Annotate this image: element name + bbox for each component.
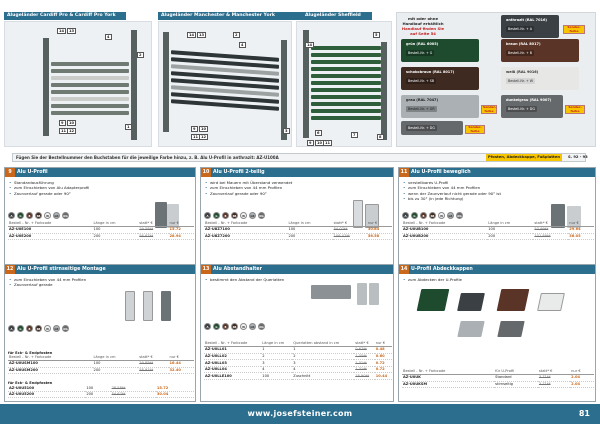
table-row: AZ-U0USM200 200 58.91** 32.40 — [8, 367, 194, 374]
callout-badge: 9 — [193, 127, 196, 131]
colour-dot: GR — [249, 212, 256, 219]
callout-badge: 11 — [193, 135, 199, 139]
section-number: 12 — [6, 267, 14, 272]
callout-badge: 14 — [307, 43, 313, 47]
product-image — [311, 285, 351, 299]
section-number: 14 — [400, 267, 408, 272]
callout-badge: 12 — [69, 129, 75, 133]
swatch-dunkelgrau-2: Bestell-Nr. + DG — [401, 121, 463, 135]
price-table: Bestell - Nr. + Farbcode Länge in cm statt* € nur € AZ-U0USM100 100 29.89** 16.44 AZ-U0USM200 200 58.91** 32.40 — [8, 355, 194, 374]
product-image — [143, 291, 153, 321]
feature-list: • zum Abdecken der U-Profile — [403, 277, 462, 282]
section-number: 10 — [202, 170, 210, 175]
colour-dot: G — [213, 323, 220, 330]
price-table: Bestell - Nr. + Farbcode Länge in cm Querlatten abstand in cm statt* € nur € AZ-U0LL01 1 1 0.67** 0.48 AZ-U0LL02 2 2 1.00** 0.60 AZ-U0LL03 3 3 1.31** 0.72 AZ-U0LL04 4 4 1.31** 0.72 AZ-U0LLE100 100 Zuschnitt 18.90** 10.44 — [204, 341, 392, 380]
callout-badge: 9 — [61, 121, 64, 125]
fence-post — [131, 30, 137, 140]
price-table: Bestell - Nr. + Farbcode für U-Profil statt* € nur € AZ-U0UK Standard 3.71** 2.04 AZ-U0UKSM stirnseitig 3.71** 2.04 — [402, 369, 594, 388]
price-table — [8, 385, 194, 398]
fence-post — [163, 32, 169, 132]
product-image — [497, 289, 530, 311]
colour-dot: GR — [53, 325, 60, 332]
colour-dot: SB — [231, 323, 238, 330]
colour-dot: B — [26, 212, 33, 219]
fence-post — [281, 40, 287, 140]
callout-badge: 10 — [69, 121, 75, 125]
posts-cap-footplates-box: Pfosten, Abdeckkappe, Fußplatten — [486, 154, 562, 161]
callout-badge: 10 — [317, 141, 323, 145]
colour-dot: B — [420, 212, 427, 219]
price-table: Bestell - Nr. + Farbcode Länge in cm statt* € nur € AZ-U0E100 100 29.58** 15.72 AZ-U0E200 200 56.67** 28.94 — [8, 221, 194, 240]
colour-dot: G — [17, 212, 24, 219]
feature-list: • Standardausführung • zum Einschieben von Alu Adapterprofil • Zaunverlauf gerade oder 90° — [9, 180, 89, 196]
colour-sidebar — [396, 12, 596, 147]
product-image — [417, 289, 450, 311]
section-title: Alu U-Profil 2-teilig — [201, 168, 393, 177]
colour-dots — [204, 212, 265, 219]
callout-badge: 2 — [235, 33, 238, 37]
colour-dot: A — [8, 325, 15, 332]
table-row: AZ-U0E100 100 29.58** 15.72 — [8, 226, 194, 233]
colour-dot: A — [204, 212, 211, 219]
callout-badge: 9 — [309, 141, 312, 145]
table-row: AZ-U0LL01 1 1 0.67** 0.48 — [204, 346, 392, 353]
table-row: AZ-U0U5100 100 28.58** 15.72 — [8, 385, 194, 391]
feature-list: • verstellbares U-Profil • zum Einschieben von 44 mm Profilen • wenn der Zaunverlauf nicht gerade oder 90° ist • bis zu 30° (in jede Richtung) — [403, 180, 501, 202]
section-alu-u-profil-beweglich — [398, 167, 596, 265]
product-image — [497, 321, 524, 337]
product-image — [537, 293, 565, 311]
section-alu-abstandhalter — [200, 264, 394, 402]
callout-badge: 14 — [59, 29, 65, 33]
colour-dot: DG — [456, 212, 463, 219]
callout-badge: 2 — [139, 53, 142, 57]
colour-dot: W — [240, 212, 247, 219]
colour-dots — [8, 212, 69, 219]
manchester-title: Alugeländer Manchester & Manchester York — [158, 12, 306, 20]
product-image — [125, 291, 135, 321]
colour-dots — [402, 212, 463, 219]
colour-dots — [8, 325, 69, 332]
group-label: für Eck- & Endpfosten — [8, 351, 53, 355]
colour-dot: SB — [35, 325, 42, 332]
section-title: Alu U-Profil — [5, 168, 195, 177]
price-table: Bestell - Nr. + Farbcode Länge in cm statt* € nur € AZ-U8Z7100 100 54.07** 30.84 AZ-U8Z7200 200 106.47** 56.58 — [204, 221, 392, 240]
table-row: AZ-U0LL03 3 3 1.31** 0.72 — [204, 360, 392, 367]
swatch-braun: braun (RAL 8017) Bestell-Nr. + B — [501, 39, 579, 62]
price-table: Bestell - Nr. + Farbcode Länge in cm statt* € nur € AZ-U0UB100 100 53.99** 29.64 AZ-U0UB200 200 101.89** 56.05 — [402, 221, 594, 240]
section-title: U-Profil Abdeckkappen — [399, 265, 595, 274]
swatch-weiss: weiß (RAL 9016) Bestell-Nr. + W — [501, 67, 579, 90]
colour-dot: A — [204, 323, 211, 330]
fence-slats — [171, 54, 279, 118]
page-number: 81 — [578, 409, 590, 418]
section-u-profil-abdeckkappen — [398, 264, 596, 402]
table-row: AZ-U8Z7200 200 106.47** 56.58 — [204, 233, 392, 240]
section-number: 13 — [202, 267, 210, 272]
table-row: AZ-U0UB200 200 101.89** 56.05 — [402, 233, 594, 240]
order-note: Fügen Sie der Bestellnummer den Buchstaben für die jeweilige Farbe hinzu, z. B. Alu U-Profil in anthrazit: AZ-U100A — [12, 153, 586, 162]
colour-dot: G — [411, 212, 418, 219]
colour-dot: B — [26, 325, 33, 332]
handrail-note: mit oder ohne Handlauf erhältlich Handlauf finden Sie auf Seite 54 — [401, 16, 445, 36]
swatch-dunkelgrau: dunkelgrau (RAL 9007) Bestell-Nr. + DG — [501, 95, 563, 118]
sheffield-title: Alugeländer Sheffield — [302, 12, 372, 20]
colour-dot: B — [222, 323, 229, 330]
callout-badge: 14 — [189, 33, 195, 37]
section-number: 11 — [400, 170, 408, 175]
swatch-gruen: grün (RAL 6005) Bestell-Nr. + G — [401, 39, 479, 62]
section-alu-u-profil-stirnseitig — [4, 264, 196, 402]
fence-post — [43, 38, 49, 136]
callout-badge: 5 — [375, 33, 378, 37]
callout-badge: 13 — [199, 33, 205, 37]
callout-badge: 13 — [69, 29, 75, 33]
callout-badge: 4 — [107, 35, 110, 39]
colour-dot: G — [17, 325, 24, 332]
table-row: AZ-U0UKSM stirnseitig 3.71** 2.04 — [402, 381, 594, 388]
section-number: 9 — [5, 168, 15, 177]
callout-badge: 3 — [285, 129, 288, 133]
table-row: AZ-U8Z7100 100 54.07** 30.84 — [204, 226, 392, 233]
cardiff-fence-image — [4, 21, 152, 147]
callout-badge: 12 — [201, 135, 207, 139]
website-footer[interactable]: www.josefsteiner.com — [0, 404, 600, 424]
special-colour-tag: Sonder-farbe — [565, 105, 585, 114]
callout-badge: 1 — [127, 125, 130, 129]
fence-slats — [51, 62, 129, 122]
colour-dot: SB — [231, 212, 238, 219]
colour-dot: DG — [258, 212, 265, 219]
callout-badge: 8 — [379, 135, 382, 139]
callout-badge: 11 — [325, 141, 331, 145]
table-row: AZ-U0USM100 100 29.89** 16.44 — [8, 360, 194, 367]
colour-dot: DG — [62, 212, 69, 219]
callout-badge: 10 — [201, 127, 207, 131]
colour-dot: A — [402, 212, 409, 219]
colour-dot: GR — [249, 323, 256, 330]
product-image — [369, 283, 379, 305]
manchester-fence-image — [158, 21, 292, 147]
special-colour-tag: Sonder-farbe — [465, 125, 485, 134]
special-colour-tag: Sonder-farbe — [563, 25, 585, 34]
section-title: Alu U-Profil beweglich — [399, 168, 595, 177]
fence-post — [381, 42, 387, 140]
table-row: AZ-U0E200 200 56.67** 28.94 — [8, 233, 194, 240]
section-title: Alu U-Profil stirnseitige Montage — [5, 265, 195, 274]
product-image — [161, 291, 171, 321]
table-row: AZ-U0UK Standard 3.71** 2.04 — [402, 374, 594, 381]
product-image — [357, 283, 367, 305]
table-row: AZ-U0LL04 4 4 1.31** 0.72 — [204, 366, 392, 373]
swatch-grau: grau (RAL 7047) Bestell-Nr. + GR — [401, 95, 479, 118]
colour-dot: B — [222, 212, 229, 219]
cardiff-title: Alugeländer Cardiff Pro & Cardiff Pro York — [4, 12, 126, 20]
table-row: AZ-U0LLE100 100 Zuschnitt 18.90** 10.44 — [204, 373, 392, 380]
colour-dot: DG — [258, 323, 265, 330]
colour-dot: W — [438, 212, 445, 219]
page-reference: S. 92 - 93 — [568, 155, 588, 159]
fence-slats — [311, 46, 381, 132]
colour-dots — [204, 323, 265, 330]
swatch-schokobraun: schokobraun (RAL 8017) Bestell-Nr. + SB — [401, 67, 479, 90]
feature-list: • bestimmt den Abstand der Querlatten — [205, 277, 284, 282]
feature-list: • zum Einschieben von 44 mm Profilen • Zaunverlauf gerade — [9, 277, 86, 288]
table-row: AZ-U0LL02 2 2 1.00** 0.60 — [204, 353, 392, 360]
colour-dot: DG — [62, 325, 69, 332]
product-image — [457, 321, 484, 337]
product-image — [457, 293, 485, 311]
callout-badge: 6 — [317, 131, 320, 135]
swatch-anthrazit: anthrazit (RAL 7016) Bestell-Nr. + A — [501, 15, 559, 38]
colour-dot: GR — [447, 212, 454, 219]
colour-dot: SB — [429, 212, 436, 219]
sheffield-fence-image — [296, 21, 392, 147]
section-alu-u-profil-2-teilig — [200, 167, 394, 265]
colour-dot: G — [213, 212, 220, 219]
group-label: für Eck- & Endpfosten — [8, 381, 53, 385]
table-row: AZ-U0UB100 100 53.99** 29.64 — [402, 226, 594, 233]
feature-list: • wird bei Mauern mit Überstand verwendet • zum Einschieben von 44 mm Profilen • Zaunverlauf gerade oder 90° — [205, 180, 292, 196]
section-title: Alu Abstandhalter — [201, 265, 393, 274]
colour-dot: GR — [53, 212, 60, 219]
table-row: AZ-U0U5200 200 54.67** 30.04 — [8, 391, 194, 398]
callout-badge: 4 — [241, 43, 244, 47]
colour-dot: W — [240, 323, 247, 330]
section-alu-u-profil — [4, 167, 196, 265]
callout-badge: 11 — [61, 129, 67, 133]
colour-dot: W — [44, 325, 51, 332]
special-colour-tag: Sonder-farbe — [483, 105, 497, 113]
colour-dot: SB — [35, 212, 42, 219]
colour-dot: W — [44, 212, 51, 219]
colour-dot: A — [8, 212, 15, 219]
callout-badge: 7 — [353, 133, 356, 137]
